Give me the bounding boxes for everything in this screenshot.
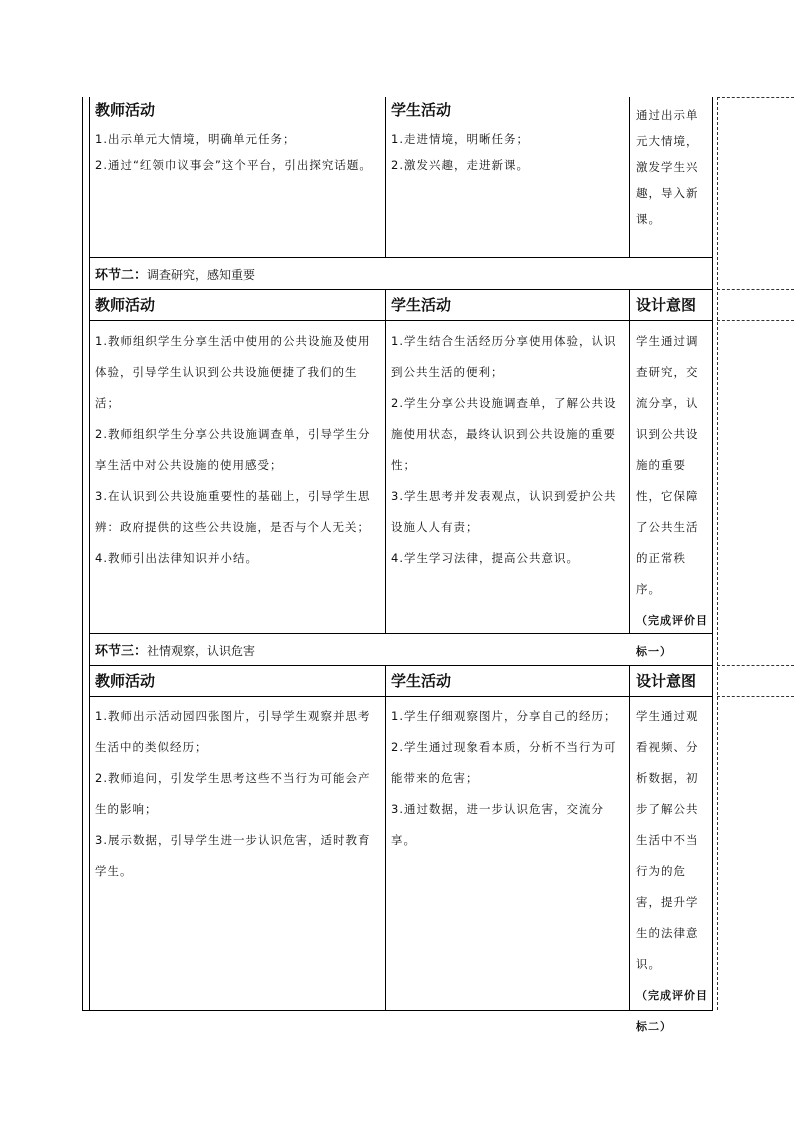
list-item: 1.学生仔细观察图片，分享自己的经历； <box>391 709 617 723</box>
section-title: 环节二： <box>95 268 148 283</box>
teacher-activity-header: 教师活动 <box>95 672 156 690</box>
column-divider <box>629 97 630 257</box>
row-border <box>89 289 713 290</box>
teacher-activity-header: 教师活动 <box>95 101 156 119</box>
list-item: 4.学生学习法律，提高公共意识。 <box>391 551 579 565</box>
row1-teacher-cell <box>95 100 380 178</box>
list-item: 3.通过数据，进一步认识危害，交流分享。 <box>391 802 604 847</box>
dashed-guide <box>717 320 794 321</box>
section3-intent-cell <box>636 701 708 1042</box>
list-item: 2.学生通过现象看本质，分析不当行为可能带来的危害； <box>391 740 617 785</box>
design-intent-header: 设计意图 <box>636 672 697 690</box>
list-item: 1.学生结合生活经历分享使用体验，认识到公共生活的便利； <box>391 334 617 379</box>
dashed-guide <box>717 97 718 1010</box>
student-activity-header: 学生活动 <box>391 296 452 314</box>
section2-title-row <box>95 264 695 283</box>
table-right-border <box>712 97 713 1010</box>
section2-intent-cell <box>636 326 708 667</box>
design-intent-text: 学生通过调查研究，交流分享，认识到公共设施的重要性，它保障了公共生活的正常秩序。 <box>636 334 699 596</box>
row-border <box>89 257 713 258</box>
list-item: 2.教师追问，引发学生思考这些不当行为可能会产生的影响； <box>95 771 371 816</box>
table-left-border <box>82 97 83 1010</box>
design-intent-text: 通过出示单元大情境，激发学生兴趣，导入新课。 <box>636 108 699 226</box>
section3-teacher-list <box>95 701 380 887</box>
row1-student-cell <box>391 100 623 178</box>
section-subtitle: 调查研究，感知重要 <box>147 268 256 282</box>
dashed-guide <box>717 696 794 697</box>
column-divider <box>385 289 386 633</box>
teacher-activity-header: 教师活动 <box>95 296 156 314</box>
evaluation-target: （完成评价目标二） <box>636 989 708 1033</box>
column-divider <box>629 665 630 1010</box>
row-border <box>89 320 713 321</box>
list-item: 1.走进情境，明晰任务； <box>391 132 529 146</box>
column-divider <box>629 289 630 633</box>
row-border <box>89 665 713 666</box>
list-item: 2.学生分享公共设施调查单，了解公共设施使用状态，最终认识到公共设施的重要性； <box>391 396 617 472</box>
design-intent-text: 学生通过观看视频、分析数据，初步了解公共生活中不当行为的危害，提升学生的法律意识。 <box>636 709 699 971</box>
dashed-guide <box>717 665 794 666</box>
section2-student-list <box>391 326 623 574</box>
row-border <box>89 633 713 634</box>
list-item: 2.教师组织学生分享公共设施调查单，引导学生分享生活中对公共设施的使用感受； <box>95 427 371 472</box>
student-activity-list <box>391 126 623 178</box>
table-inner-left-border <box>89 97 90 1010</box>
dashed-guide <box>717 289 794 290</box>
list-item: 3.在认识到公共设施重要性的基础上，引导学生思辨：政府提供的这些公共设施，是否与个人无关； <box>95 489 371 534</box>
list-item: 4.教师引出法律知识并小结。 <box>95 551 258 565</box>
dashed-guide <box>717 97 794 98</box>
list-item: 3.学生思考并发表观点，认识到爱护公共设施人人有责； <box>391 489 617 534</box>
list-item: 1.教师组织学生分享生活中使用的公共设施及使用体验，引导学生认识到公共设施便捷了我们的生活； <box>95 334 371 410</box>
list-item: 2.激发兴趣，走进新课。 <box>391 158 529 172</box>
list-item: 3.展示数据，引导学生进一步认识危害，适时教育学生。 <box>95 833 371 878</box>
section-title: 环节三： <box>95 644 148 659</box>
row-border <box>89 696 713 697</box>
list-item: 1.教师出示活动园四张图片，引导学生观察并思考生活中的类似经历； <box>95 709 371 754</box>
table-bottom-border <box>82 1010 713 1011</box>
section3-title-row <box>95 640 695 659</box>
evaluation-target: （完成评价目标一） <box>636 614 708 658</box>
section2-teacher-list <box>95 326 380 574</box>
list-item: 2.通过“红领巾议事会”这个平台，引出探究话题。 <box>95 158 372 172</box>
student-activity-header: 学生活动 <box>391 101 452 119</box>
section-subtitle: 社情观察，认识危害 <box>147 644 256 658</box>
row1-intent-cell <box>636 102 708 232</box>
student-activity-header: 学生活动 <box>391 672 452 690</box>
column-divider <box>385 665 386 1010</box>
column-divider <box>385 97 386 257</box>
list-item: 1.出示单元大情境，明确单元任务； <box>95 132 296 146</box>
design-intent-header: 设计意图 <box>636 296 697 314</box>
teacher-activity-list <box>95 126 380 178</box>
section3-student-list <box>391 701 623 856</box>
